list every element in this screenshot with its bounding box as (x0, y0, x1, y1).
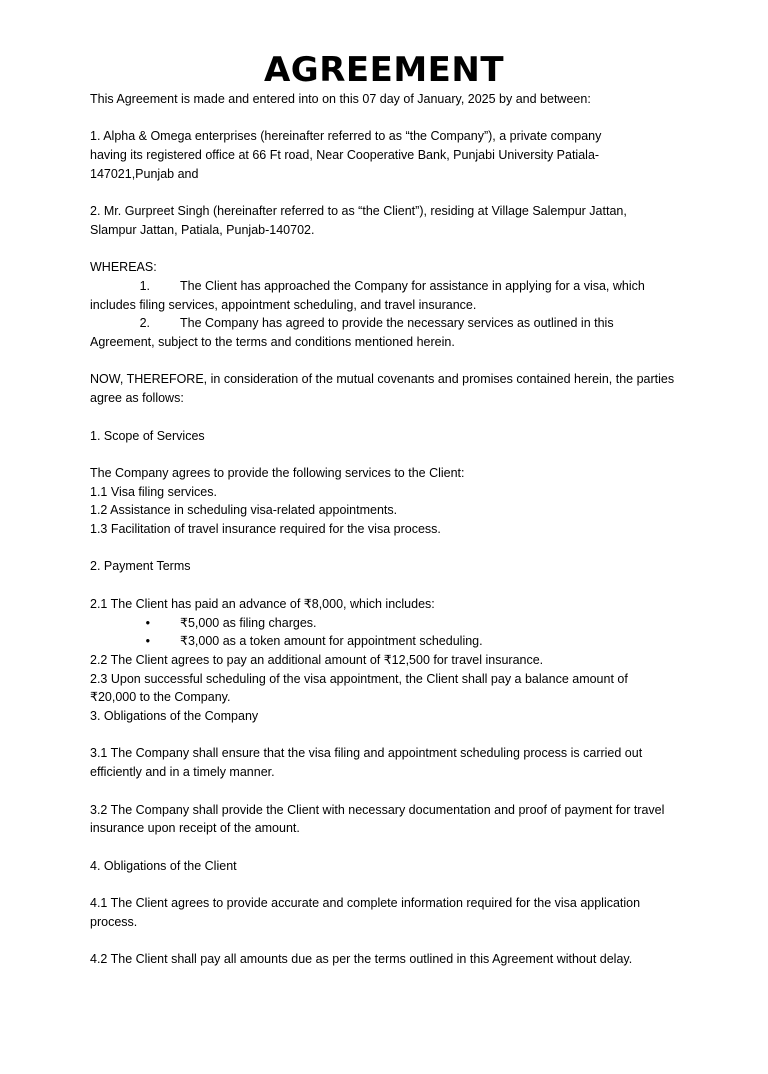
party-2-paragraph (90, 202, 678, 239)
section-3-heading: 3. Obligations of the Company (90, 709, 259, 724)
whereas-heading: WHEREAS: (90, 260, 157, 275)
whereas-item-text: Agreement, subject to the terms and conditions mentioned herein. (90, 335, 455, 350)
section-4-heading: 4. Obligations of the Client (90, 858, 237, 873)
bullet-text: ₹5,000 as filing charges. (180, 615, 317, 630)
bullet-item (90, 632, 678, 651)
section-4-item: process. (90, 914, 138, 929)
section-1-item: 1.2 Assistance in scheduling visa-related appointments. (90, 503, 398, 518)
party-1-line: 147021,Punjab and (90, 166, 199, 181)
party-1-line: having its registered office at 66 Ft road, Near Cooperative Bank, Punjabi University Patiala- (90, 148, 600, 163)
intro-paragraph: This Agreement is made and entered into on this 07 day of January, 2025 by and between: (90, 92, 591, 106)
whereas-item-number: 2. (139, 316, 150, 331)
document-page (0, 50, 768, 1074)
party-1-line: 1. Alpha & Omega enterprises (hereinafter referred to as “the Company”), a private company (90, 129, 602, 144)
party-2-line: 2. Mr. Gurpreet Singh (hereinafter referred to as “the Client”), residing at Village Salempur Jattan, (90, 204, 627, 219)
section-3-item: efficiently and in a timely manner. (90, 765, 275, 780)
now-therefore-line: agree as follows: (90, 391, 184, 406)
section-4-item: 4.2 The Client shall pay all amounts due as per the terms outlined in this Agreement without delay. (90, 952, 633, 967)
whereas-item-text: includes filing services, appointment scheduling, and travel insurance. (90, 297, 477, 312)
whereas-item-text: The Client has approached the Company for assistance in applying for a visa, which (180, 278, 645, 293)
bullet-item (90, 614, 678, 633)
document-body (90, 90, 678, 969)
section-1-heading: 1. Scope of Services (90, 428, 205, 443)
now-therefore-paragraph (90, 370, 678, 407)
section-2-item: 2.2 The Client agrees to pay an additional amount of ₹12,500 for travel insurance. (90, 652, 544, 667)
section-2-item: ₹20,000 to the Company. (90, 690, 231, 705)
whereas-section (90, 258, 678, 352)
party-1-paragraph (90, 127, 678, 183)
bullet-icon: • (145, 634, 150, 649)
section-1-item: 1.1 Visa filing services. (90, 484, 217, 499)
whereas-item-number: 1. (139, 278, 150, 293)
section-2-item: 2.1 The Client has paid an advance of ₹8,000, which includes: (90, 596, 435, 611)
section-1-item: 1.3 Facilitation of travel insurance required for the visa process. (90, 522, 441, 537)
whereas-item (90, 277, 678, 314)
party-2-line: Slampur Jattan, Patiala, Punjab-140702. (90, 222, 315, 237)
document-title: AGREEMENT (263, 50, 505, 90)
section-3-item: 3.1 The Company shall ensure that the visa filing and appointment scheduling process is carried out (90, 746, 643, 761)
section-3-item: 3.2 The Company shall provide the Client with necessary documentation and proof of payment for travel (90, 802, 665, 817)
section-4-item: 4.1 The Client agrees to provide accurate and complete information required for the visa application (90, 896, 641, 911)
section-3-item: insurance upon receipt of the amount. (90, 821, 300, 836)
section-1-intro: The Company agrees to provide the following services to the Client: (90, 465, 465, 480)
bullet-icon: • (145, 615, 150, 630)
whereas-item (90, 314, 678, 351)
section-2-heading: 2. Payment Terms (90, 559, 191, 574)
now-therefore-line: NOW, THEREFORE, in consideration of the mutual covenants and promises contained herein, the parties (90, 372, 675, 387)
whereas-item-text: The Company has agreed to provide the necessary services as outlined in this (180, 316, 614, 331)
section-2-item: 2.3 Upon successful scheduling of the visa appointment, the Client shall pay a balance amount of (90, 671, 628, 686)
bullet-text: ₹3,000 as a token amount for appointment scheduling. (180, 634, 483, 649)
